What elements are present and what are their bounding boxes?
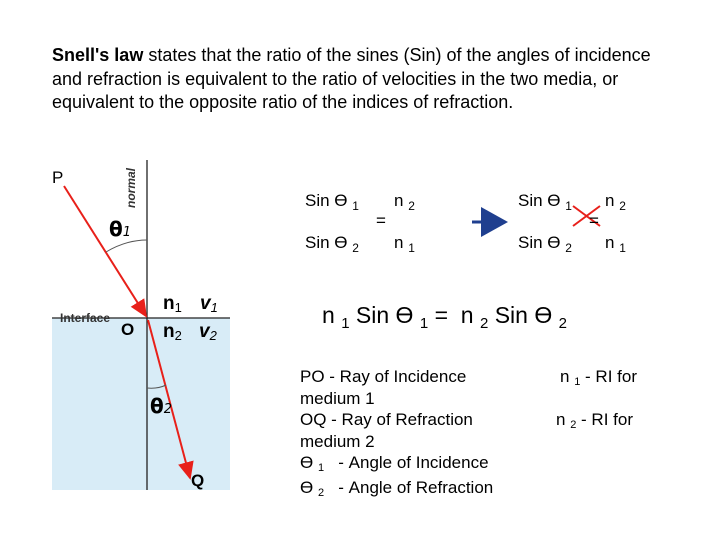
interface-label: Interface xyxy=(60,311,111,325)
v2-label: v2 xyxy=(199,321,217,343)
legend-theta1-line: Ө 1 - Angle of Incidence xyxy=(300,453,489,474)
legend-line: medium 2 xyxy=(300,431,375,451)
theta1-label: θ1 xyxy=(109,217,132,241)
n1-label: n1 xyxy=(163,293,182,315)
legend-line: medium 1 xyxy=(300,388,375,408)
theta2-label: θ2 xyxy=(150,394,173,418)
point-p-label: P xyxy=(52,168,64,187)
intro-lead: Snell's law xyxy=(52,45,144,65)
intro-text: states that the ratio of the sines (Sin) of the angles of incidence and refraction is equivalent to the ratio of velocities in the two media, or equivalent to the opposite ratio of the indices of refraction. xyxy=(52,45,651,112)
legend-line: OQ - Ray of Refraction xyxy=(300,410,473,429)
normal-label: normal xyxy=(124,167,138,208)
point-o-label: O xyxy=(121,320,135,339)
left-sin-theta1: Sin Ө $_1$ xyxy=(305,191,359,213)
legend-block xyxy=(300,366,493,501)
right-equals: = xyxy=(589,211,599,230)
n2-label: n2 xyxy=(163,321,182,343)
legend-theta2-line: Ө 2 - Angle of Refraction xyxy=(300,477,494,499)
right-n1: n $_1$ xyxy=(605,233,626,255)
legend-line: PO - Ray of Incidence xyxy=(300,367,467,386)
snell-equation: n $_1$ Sin Ө $_1$ = n $_2$ Sin Ө $_2$ xyxy=(322,302,567,332)
ri-medium1: n 1 - RI for xyxy=(560,367,637,388)
v1-label: v1 xyxy=(200,293,218,315)
point-q-label: Q xyxy=(191,471,205,490)
right-sin-theta1: Sin Ө $_1$ xyxy=(518,191,572,213)
left-equals: = xyxy=(376,211,386,230)
left-n2: n $_2$ xyxy=(394,191,415,213)
ri-medium2: n 2 - RI for xyxy=(556,410,633,431)
right-sin-theta2: Sin Ө $_2$ xyxy=(518,233,572,255)
left-sin-theta2: Sin Ө $_2$ xyxy=(305,233,359,255)
right-n2: n $_2$ xyxy=(605,191,626,213)
medium-2-region xyxy=(52,318,230,490)
theta1-arc xyxy=(106,240,147,252)
left-n1: n $_1$ xyxy=(394,233,415,255)
